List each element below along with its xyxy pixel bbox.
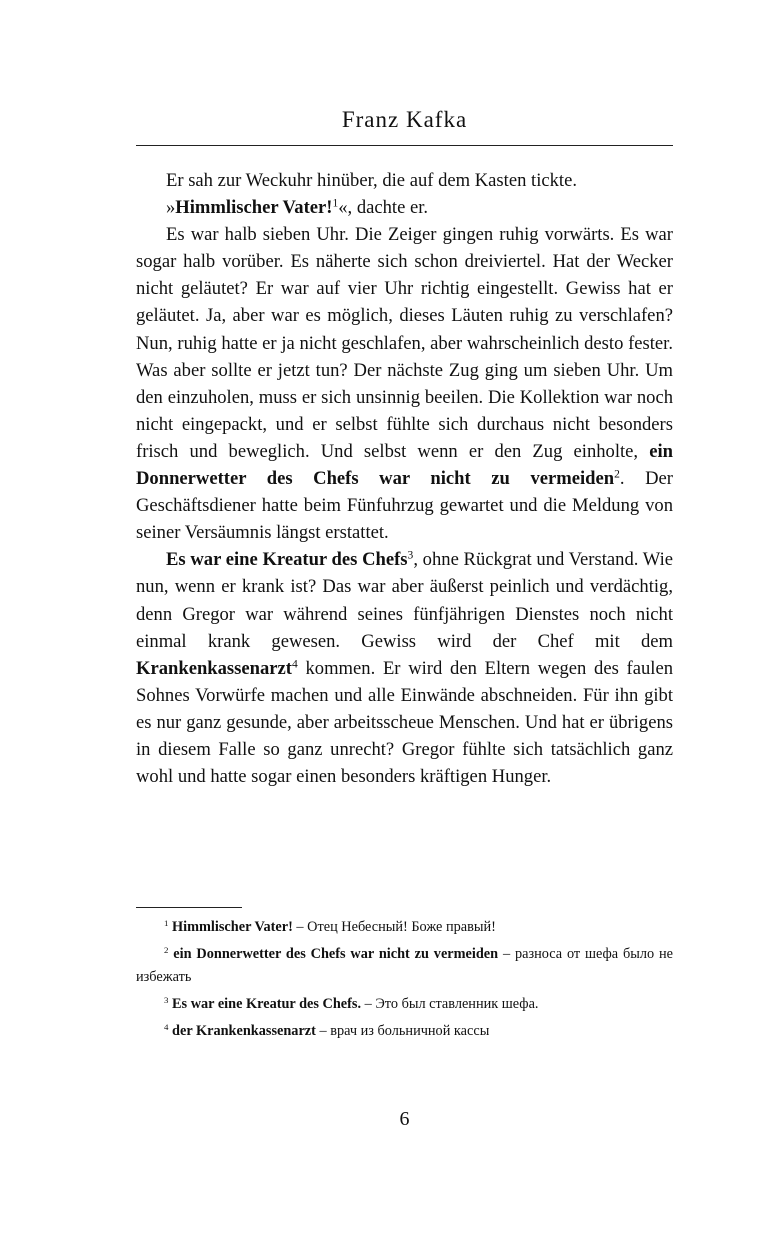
footnote-term: der Krankenkassenarzt xyxy=(172,1023,316,1039)
footnote xyxy=(136,993,673,1016)
footnote-number: 3 xyxy=(164,995,169,1006)
bold-phrase: Es war eine Kreatur des Chefs xyxy=(166,549,408,571)
text-run: Er sah zur Weckuhr hinüber, die auf dem Kasten tickte. xyxy=(166,170,577,191)
header-rule xyxy=(136,145,673,146)
footnote xyxy=(136,1020,673,1043)
running-head: Franz Kafka xyxy=(341,107,468,132)
footnote-number: 4 xyxy=(164,1022,169,1033)
text-run: , ohne Rückgrat und Verstand. Wie nun, wenn er krank ist? Das war aber äußerst peinlich und verdächtig, denn Gregor war während seines fünfjährigen Dienstes noch nicht einmal krank gewesen. Gewiss wird der Chef mit dem xyxy=(136,549,673,652)
text-run: » xyxy=(166,197,176,219)
footnote xyxy=(136,943,673,989)
footnotes xyxy=(136,916,673,1047)
bold-phrase: Himmlischer Vater! xyxy=(175,197,333,219)
footnote xyxy=(136,916,673,939)
page-number: 6 xyxy=(399,1108,410,1130)
body-text xyxy=(136,167,673,790)
paragraph xyxy=(136,221,673,546)
footnote-ref: 3 xyxy=(407,549,414,562)
footnote-ref: 1 xyxy=(332,197,339,210)
footnote-rule xyxy=(136,907,242,908)
footnote-term: Es war eine Kreatur des Chefs. xyxy=(172,996,362,1012)
footnote-term: Himmlischer Vater! xyxy=(172,919,293,935)
footnote-number: 2 xyxy=(164,945,169,956)
paragraph xyxy=(136,546,673,790)
text-run: Es war halb sieben Uhr. Die Zeiger gingen ruhig vorwärts. Es war sogar halb vorüber. Es näherte sich schon dreiviertel. Hat der Wecker nicht geläutet? Er war auf vier Uhr richtig eingestellt. Gewiss hat er geläutet. Ja, aber war es möglich, dieses Läuten ruhig zu verschlafen? Nun, ruhig hatte er ja nicht geschlafen, aber wahrscheinlich desto fester. Was aber sollte er jetzt tun? Der nächste Zug ging um sieben Uhr. Um den einzuholen, muss er sich unsinnig beeilen. Die Kollektion war noch nicht eingepackt, und er selbst fühlte sich durchaus nicht besonders frisch und beweglich. Und selbst wenn er den Zug einholte, xyxy=(136,224,673,462)
footnote-term: ein Donnerwetter des Chefs war nicht zu vermeiden xyxy=(173,946,499,962)
footnote-gloss: – Отец Небесный! Боже правый! xyxy=(292,919,496,935)
paragraph xyxy=(136,194,673,221)
footnote-number: 1 xyxy=(164,918,169,929)
footnote-gloss: – врач из больничной кассы xyxy=(315,1023,490,1039)
footnote-ref: 2 xyxy=(614,468,620,481)
footnote-gloss: – разноса от шефа было не избежать xyxy=(136,946,673,985)
footnote-ref: 4 xyxy=(292,658,298,671)
bold-phrase: Krankenkassenarzt xyxy=(136,657,292,679)
text-run: . Der Geschäftsdiener hatte beim Fünfuhrzug gewartet und die Meldung von seiner Versäumnis längst erstattet. xyxy=(136,468,673,544)
paragraph xyxy=(136,167,673,194)
bold-phrase: ein Donnerwetter des Chefs war nicht zu vermeiden xyxy=(136,440,673,490)
text-run: kommen. Er wird den Eltern wegen des faulen Sohnes Vorwürfe machen und alle Einwände abschneiden. Für ihn gibt es nur ganz gesunde, aber arbeitsscheue Menschen. Und hat er übrigens in diesem Falle so ganz unrecht? Gregor fühlte sich tatsächlich ganz wohl und hatte sogar einen besonders kräftigen Hunger. xyxy=(136,657,673,788)
footnote-gloss: – Это был ставленник шефа. xyxy=(361,996,539,1012)
text-run: «, dachte er. xyxy=(338,197,429,219)
